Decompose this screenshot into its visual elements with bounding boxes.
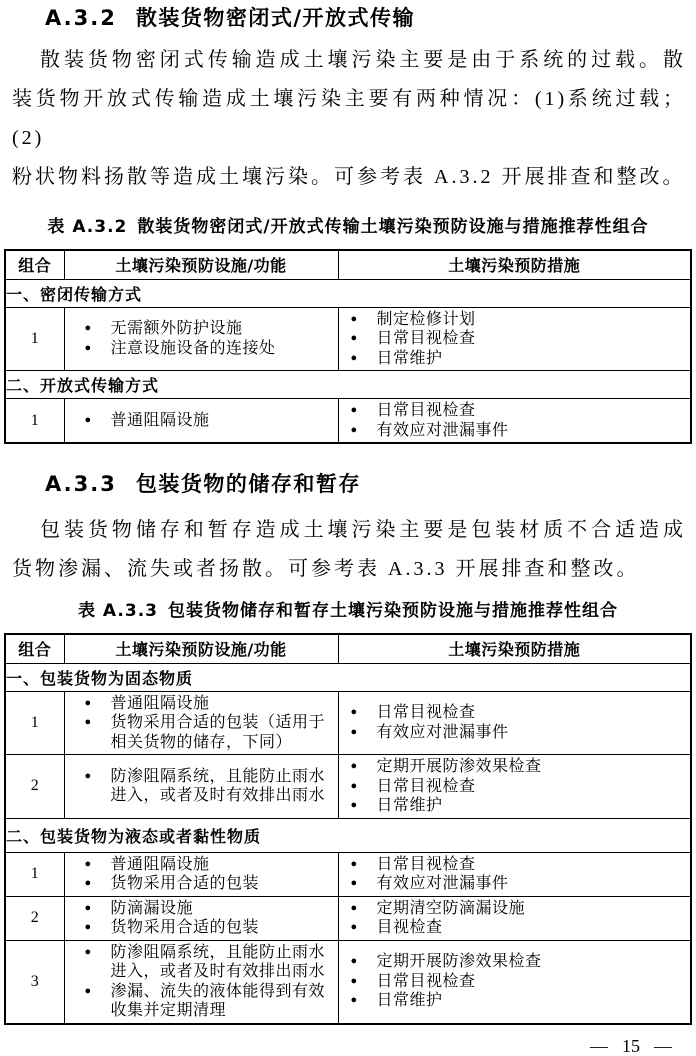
- bullet-icon: ●: [84, 901, 92, 914]
- measure-item: 目视检查: [376, 919, 443, 936]
- measure-item: 制定检修计划: [376, 310, 476, 328]
- paragraph-line: 散装货物密闭式传输造成土壤污染主要是由于系统的过载。散: [40, 49, 686, 71]
- table-header-row: [5, 634, 691, 663]
- page-footer: [0, 1036, 696, 1056]
- measures-cell: [338, 691, 691, 755]
- measures-cell: [338, 940, 691, 1024]
- measure-item: 定期清空防滴漏设施: [376, 899, 526, 917]
- table-a33: [4, 633, 692, 1025]
- bullet-icon: ●: [84, 341, 92, 354]
- measure-item: 日常维护: [376, 797, 443, 814]
- section-heading-a32: [45, 5, 696, 32]
- bullet-icon: ●: [84, 857, 92, 870]
- table-row: [5, 307, 691, 371]
- paragraph-line: 粉状物料扬散等造成土壤污染。可参考表 A.3.2 开展排查和整改。: [12, 166, 686, 188]
- bullet-icon: ●: [350, 901, 358, 914]
- table-row: [5, 852, 691, 896]
- facilities-cell: [64, 940, 338, 1024]
- bullet-icon: ●: [84, 769, 92, 782]
- facility-item: 货物采用合适的包装（适用于相关货物的储存，下同）: [110, 714, 326, 751]
- bullet-icon: ●: [350, 423, 358, 436]
- paragraph-line: 包装货物储存和暂存造成土壤污染主要是包装材质不合适造成: [40, 519, 686, 541]
- measures-cell: [338, 307, 691, 371]
- measure-item: 日常目视检查: [376, 330, 476, 347]
- column-header-combo: 组合: [5, 250, 64, 279]
- table-row: [5, 896, 691, 940]
- measure-item: 日常目视检查: [376, 777, 476, 795]
- table-row: [5, 691, 691, 755]
- facilities-cell: [64, 852, 338, 896]
- combo-cell: 1: [5, 852, 64, 896]
- bullet-icon: ●: [350, 921, 358, 933]
- measure-item: 日常目视检查: [376, 402, 476, 419]
- table-row: [5, 940, 691, 1024]
- column-header-combo: 组合: [5, 634, 64, 663]
- column-header-measures: 土壤污染预防措施: [338, 634, 691, 663]
- footer-dash-left: —: [590, 1035, 608, 1056]
- table-section-row: [5, 371, 691, 399]
- table-section-row: [5, 818, 691, 852]
- measure-item: 日常维护: [376, 349, 443, 367]
- facility-item: 普通阻隔设施: [110, 855, 210, 873]
- table-section-label: 一、密闭传输方式: [5, 279, 691, 307]
- measure-item: 日常维护: [376, 992, 443, 1010]
- section-title: 散装货物密闭式/开放式传输: [135, 6, 415, 30]
- section-title: 包装货物的储存和暂存: [135, 472, 361, 496]
- table-caption-a33: [0, 601, 696, 622]
- measure-item: 有效应对泄漏事件: [376, 723, 509, 741]
- bullet-icon: ●: [350, 312, 358, 325]
- table-caption-text: 包装货物储存和暂存土壤污染预防设施与措施推荐性组合: [167, 601, 618, 621]
- page-number: 15: [622, 1035, 640, 1056]
- bullet-icon: ●: [350, 974, 358, 987]
- table-section-row: [5, 663, 691, 691]
- measure-item: 有效应对泄漏事件: [376, 875, 509, 892]
- column-header-facilities: 土壤污染预防设施/功能: [64, 634, 338, 663]
- column-header-facilities: 土壤污染预防设施/功能: [64, 250, 338, 279]
- facilities-cell: [64, 691, 338, 755]
- facility-item: 防渗阻隔系统，且能防止雨水进入，或者及时有效排出雨水: [110, 943, 326, 980]
- table-section-label: 二、开放式传输方式: [5, 371, 691, 399]
- table-header-row: [5, 250, 691, 279]
- table-section-label: 一、包装货物为固态物质: [5, 663, 691, 691]
- measure-item: 定期开展防渗效果检查: [376, 758, 542, 775]
- measure-item: 日常目视检查: [376, 855, 476, 873]
- table-caption-number: 表 A.3.2: [47, 217, 128, 237]
- facility-item: 无需额外防护设施: [110, 320, 243, 338]
- paragraph-a32: [12, 41, 686, 197]
- table-a32: [4, 249, 692, 444]
- bullet-icon: ●: [84, 984, 92, 997]
- combo-cell: 3: [5, 940, 64, 1024]
- table-caption-a32: [0, 217, 696, 238]
- table-row: [5, 755, 691, 819]
- combo-cell: 1: [5, 691, 64, 755]
- footer-dash-right: —: [654, 1035, 672, 1056]
- bullet-icon: ●: [350, 351, 358, 364]
- bullet-icon: ●: [84, 877, 92, 889]
- table-caption-text: 散装货物密闭式/开放式传输土壤污染预防设施与措施推荐性组合: [137, 217, 649, 237]
- column-header-measures: 土壤污染预防措施: [338, 250, 691, 279]
- facilities-cell: [64, 307, 338, 371]
- bullet-icon: ●: [84, 413, 92, 426]
- facility-item: 普通阻隔设施: [110, 694, 210, 712]
- bullet-icon: ●: [84, 921, 92, 933]
- bullet-icon: ●: [350, 799, 358, 811]
- measures-cell: [338, 755, 691, 819]
- paragraph-a33: [12, 511, 686, 589]
- bullet-icon: ●: [350, 725, 358, 738]
- measure-item: 有效应对泄漏事件: [376, 421, 509, 439]
- section-number: A.3.2: [45, 6, 117, 30]
- combo-cell: 2: [5, 755, 64, 819]
- measures-cell: [338, 852, 691, 896]
- section-heading-a33: [45, 471, 696, 498]
- measure-item: 日常目视检查: [376, 704, 476, 722]
- measure-item: 定期开展防渗效果检查: [376, 953, 542, 971]
- facilities-cell: [64, 755, 338, 819]
- facilities-cell: [64, 399, 338, 444]
- bullet-icon: ●: [84, 716, 92, 728]
- bullet-icon: ●: [84, 696, 92, 709]
- bullet-icon: ●: [84, 322, 92, 335]
- facility-item: 注意设施设备的连接处: [110, 339, 276, 357]
- facility-item: 防渗阻隔系统，且能防止雨水进入，或者及时有效排出雨水: [110, 767, 326, 805]
- paragraph-line: 装货物开放式传输造成土壤污染主要有两种情况：(1)系统过载；(2): [12, 88, 686, 149]
- bullet-icon: ●: [350, 760, 358, 772]
- table-row: [5, 399, 691, 444]
- measures-cell: [338, 399, 691, 444]
- measure-item: 日常目视检查: [376, 972, 476, 990]
- bullet-icon: ●: [350, 857, 358, 870]
- table-section-label: 二、包装货物为液态或者黏性物质: [5, 818, 691, 852]
- paragraph-line: 货物渗漏、流失或者扬散。可参考表 A.3.3 开展排查和整改。: [12, 558, 640, 580]
- section-number: A.3.3: [45, 472, 117, 496]
- table-section-row: [5, 279, 691, 307]
- combo-cell: 2: [5, 896, 64, 940]
- bullet-icon: ●: [350, 706, 358, 719]
- bullet-icon: ●: [350, 404, 358, 416]
- facilities-cell: [64, 896, 338, 940]
- combo-cell: 1: [5, 399, 64, 444]
- bullet-icon: ●: [350, 779, 358, 792]
- measures-cell: [338, 896, 691, 940]
- facility-item: 货物采用合适的包装: [110, 919, 260, 936]
- table-caption-number: 表 A.3.3: [78, 601, 158, 621]
- bullet-icon: ●: [350, 877, 358, 889]
- bullet-icon: ●: [350, 994, 358, 1007]
- bullet-icon: ●: [350, 332, 358, 344]
- facility-item: 渗漏、流失的液体能得到有效收集并定期清理: [110, 982, 326, 1019]
- facility-item: 防滴漏设施: [110, 899, 194, 917]
- facility-item: 普通阻隔设施: [110, 411, 210, 429]
- combo-cell: 1: [5, 307, 64, 371]
- facility-item: 货物采用合适的包装: [110, 875, 260, 892]
- bullet-icon: ●: [84, 945, 92, 958]
- bullet-icon: ●: [350, 955, 358, 968]
